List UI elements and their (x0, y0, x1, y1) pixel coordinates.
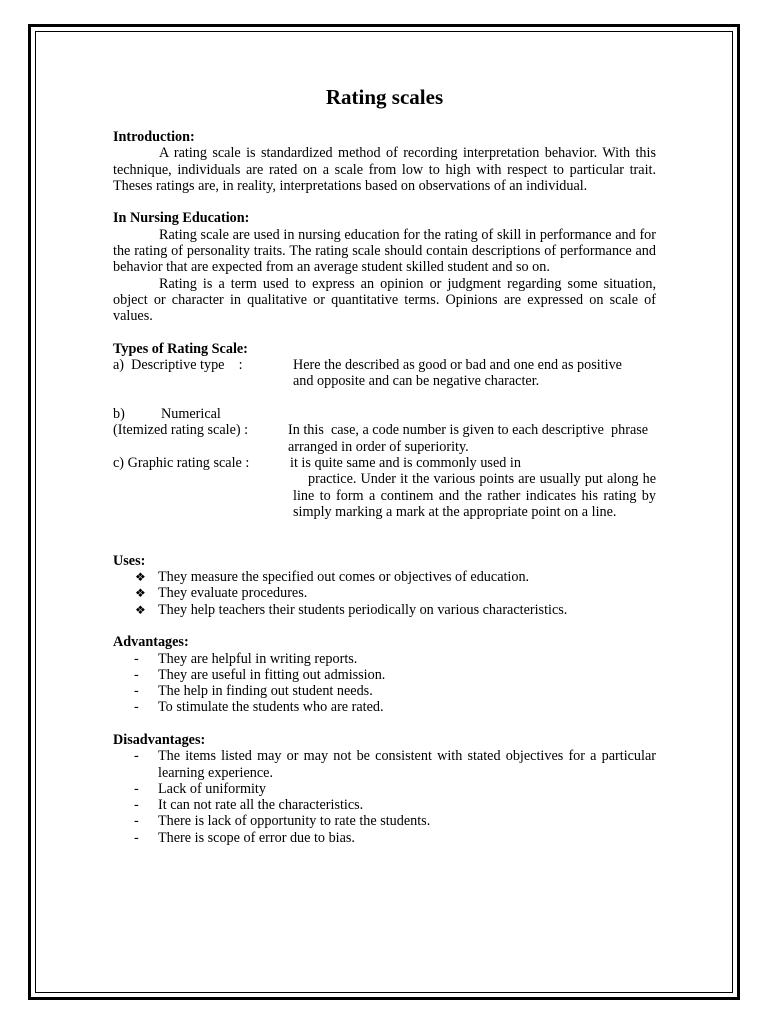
list-item: - They are helpful in writing reports. (134, 650, 358, 667)
nursing-education-paragraph-1: Rating scale are used in nursing education for the rating of skill in performance and for the rating of personality traits. The rating scale should contain descriptions of performance and behavior that are expected from an average student skilled student and so on. (113, 226, 656, 276)
list-item: ❖ They help teachers their students periodically on various characteristics. (135, 601, 568, 618)
type-graphic-row (113, 455, 656, 471)
section-introduction (113, 129, 656, 194)
type-itemized-label: (Itemized rating scale) : (113, 422, 249, 439)
document-body (113, 84, 656, 846)
section-uses (113, 553, 656, 618)
type-graphic-description-block (113, 471, 656, 536)
dash-bullet: - (134, 666, 139, 683)
dash-bullet: - (134, 797, 139, 814)
list-item: - The items listed may or may not be consistent with stated objectives for a particular learning experience. (134, 748, 656, 781)
dash-bullet: - (134, 780, 139, 797)
dash-bullet: - (134, 829, 139, 846)
type-graphic-description-first: it is quite same and is commonly used in (290, 454, 521, 471)
section-types (113, 341, 656, 537)
list-item: - To stimulate the students who are rated. (134, 699, 384, 716)
diamond-bullet-icon: ❖ (135, 570, 146, 585)
section-disadvantages (113, 732, 656, 846)
list-item: ❖ They measure the specified out comes or objectives of education. (135, 569, 530, 586)
type-graphic-label: c) Graphic rating scale : (113, 454, 250, 471)
diamond-bullet-icon: ❖ (135, 586, 146, 601)
list-item: - There is scope of error due to bias. (134, 829, 355, 846)
list-item: - They are useful in fitting out admission. (134, 666, 386, 683)
advantages-list (113, 651, 656, 716)
list-item: - There is lack of opportunity to rate the students. (134, 813, 431, 830)
disadvantages-heading: Disadvantages: (113, 731, 206, 748)
types-heading: Types of Rating Scale: (113, 340, 248, 357)
dash-bullet: - (134, 748, 139, 765)
type-descriptive (113, 357, 656, 406)
list-item: - The help in finding out student needs. (134, 683, 373, 700)
nursing-education-paragraph-2: Rating is a term used to express an opinion or judgment regarding some situation, object or character in qualitative or quantitative terms. Opinions are expressed on scale of values. (113, 275, 656, 325)
uses-list (113, 569, 656, 618)
introduction-heading: Introduction: (113, 129, 195, 145)
type-numerical-label: Numerical (161, 406, 221, 423)
section-nursing-education (113, 210, 656, 324)
dash-bullet: - (134, 699, 139, 716)
type-descriptive-description: Here the described as good or bad and one end as positive and opposite and can be negative character. (293, 357, 622, 390)
type-itemized (113, 422, 656, 455)
type-descriptive-label: a) Descriptive type : (113, 357, 243, 374)
list-item: ❖ They evaluate procedures. (135, 585, 308, 602)
document-title: Rating scales (325, 85, 444, 109)
list-item: - Lack of uniformity (134, 780, 266, 797)
uses-heading: Uses: (113, 552, 146, 569)
introduction-text: A rating scale is standardized method of recording interpretation behavior. With this technique, individuals are rated on a scale from low to high with respect to particular trait. Theses ratings are, in reality, interpretations based on observations of an individual. (113, 145, 656, 194)
dash-bullet: - (134, 813, 139, 830)
list-item: - It can not rate all the characteristics. (134, 797, 364, 814)
section-advantages (113, 634, 656, 715)
type-numerical-row (113, 406, 656, 422)
advantages-heading: Advantages: (113, 634, 189, 651)
nursing-education-heading: In Nursing Education: (113, 210, 250, 227)
dash-bullet: - (134, 650, 139, 667)
type-itemized-description: In this case, a code number is given to each descriptive phrase arranged in order of superiority. (288, 422, 652, 455)
dash-bullet: - (134, 683, 139, 700)
type-numerical-prefix: b) (113, 406, 125, 423)
diamond-bullet-icon: ❖ (135, 602, 146, 617)
type-graphic-description-rest: practice. Under it the various points are usually put along he line to form a continem and the rather indicates his rating by simply marking a mark at the appropriate point on a line. (293, 471, 656, 520)
disadvantages-list (113, 748, 656, 846)
